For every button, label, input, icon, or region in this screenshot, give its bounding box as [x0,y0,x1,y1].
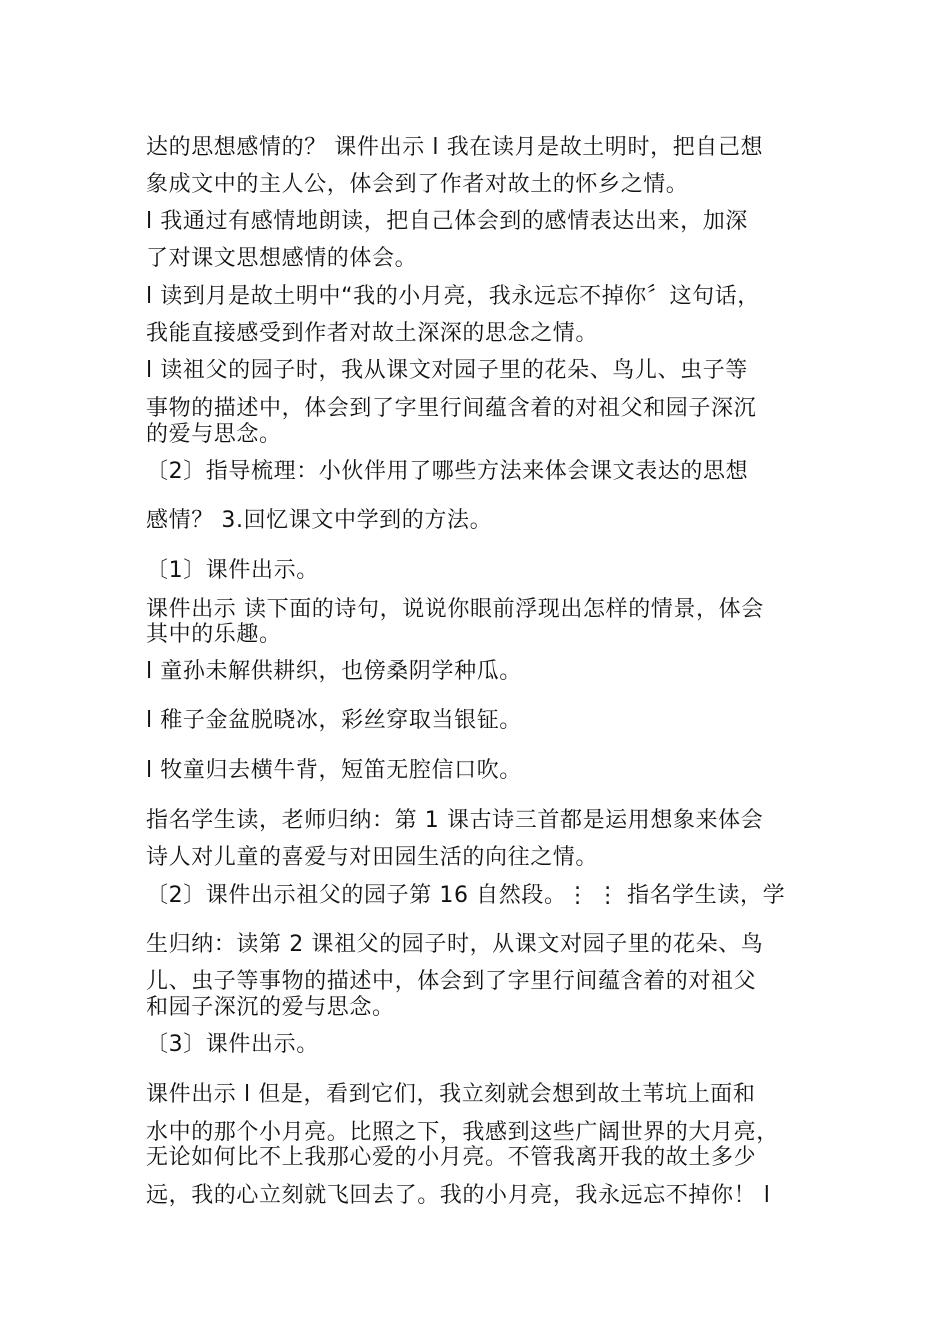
text-line: 象成文中的主人公，体会到了作者对故土的怀乡之情。 [146,172,689,197]
text-line: 生归纳：读第 2 课祖父的园子时，从课文对园子里的花朵、鸟 [146,932,764,957]
text-line: 达的思想感情的？ 课件出示 l 我在读月是故土明时，把自己想 [146,135,764,160]
text-line: 感情？ 3.回忆课文中学到的方法。 [146,508,493,533]
text-line: l 童孙未解供耕织，也傍桑阴学种瓜。 [146,659,522,684]
text-line: l 我通过有感情地朗读，把自己体会到的感情表达出来，加深 [146,209,748,234]
text-line: 课件出示 l 但是，看到它们，我立刻就会想到故土苇坑上面和 [146,1082,756,1107]
text-line: 事物的描述中，体会到了字里行间蕴含着的对祖父和园子深沉 [146,396,757,421]
text-line: 〔2〕指导梳理：小伙伴用了哪些方法来体会课文表达的思想 [146,459,749,484]
text-line: 〔2〕课件出示祖父的园子第 16 自然段。⋮ ⋮ 指名学生读，学 [146,883,786,908]
text-line: 〔1〕课件出示。 [146,558,319,583]
text-line: 指名学生读，老师归纳：第 1 课古诗三首都是运用想象来体会 [146,808,764,833]
text-line: 和园子深沉的爱与思念。 [146,995,395,1020]
text-line: 诗人对儿童的喜爱与对田园生活的向往之情。 [146,845,599,870]
text-line: 〔3〕课件出示。 [146,1032,319,1057]
text-line: 儿、虫子等事物的描述中，体会到了字里行间蕴含着的对祖父 [146,969,757,994]
text-line: l 牧童归去横牛背，短笛无腔信口吹。 [146,758,522,783]
text-line: 了对课文思想感情的体会。 [146,246,418,271]
text-line: 课件出示 读下面的诗句，说说你眼前浮现出怎样的情景，体会 [146,597,764,622]
text-line: 其中的乐趣。 [146,622,282,647]
text-line: l 读到月是故土明中“我的小月亮，我永远忘不掉你〞这句话， [146,284,760,309]
text-line: 无论如何比不上我那心爱的小月亮。不管我离开我的故土多少 [146,1145,757,1170]
text-line: 我能直接感受到作者对故土深深的思念之情。 [146,321,599,346]
text-line: 的爱与思念。 [146,422,282,447]
text-line: l 稚子金盆脱晓冰，彩丝穿取当银钲。 [146,708,522,733]
text-line: l 读祖父的园子时，我从课文对园子里的花朵、鸟儿、虫子等 [146,358,748,383]
text-line: 水中的那个小月亮。比照之下，我感到这些广阔世界的大月亮， [146,1120,779,1145]
text-line: 远，我的心立刻就飞回去了。我的小月亮，我永远忘不掉你！ l [146,1183,771,1208]
